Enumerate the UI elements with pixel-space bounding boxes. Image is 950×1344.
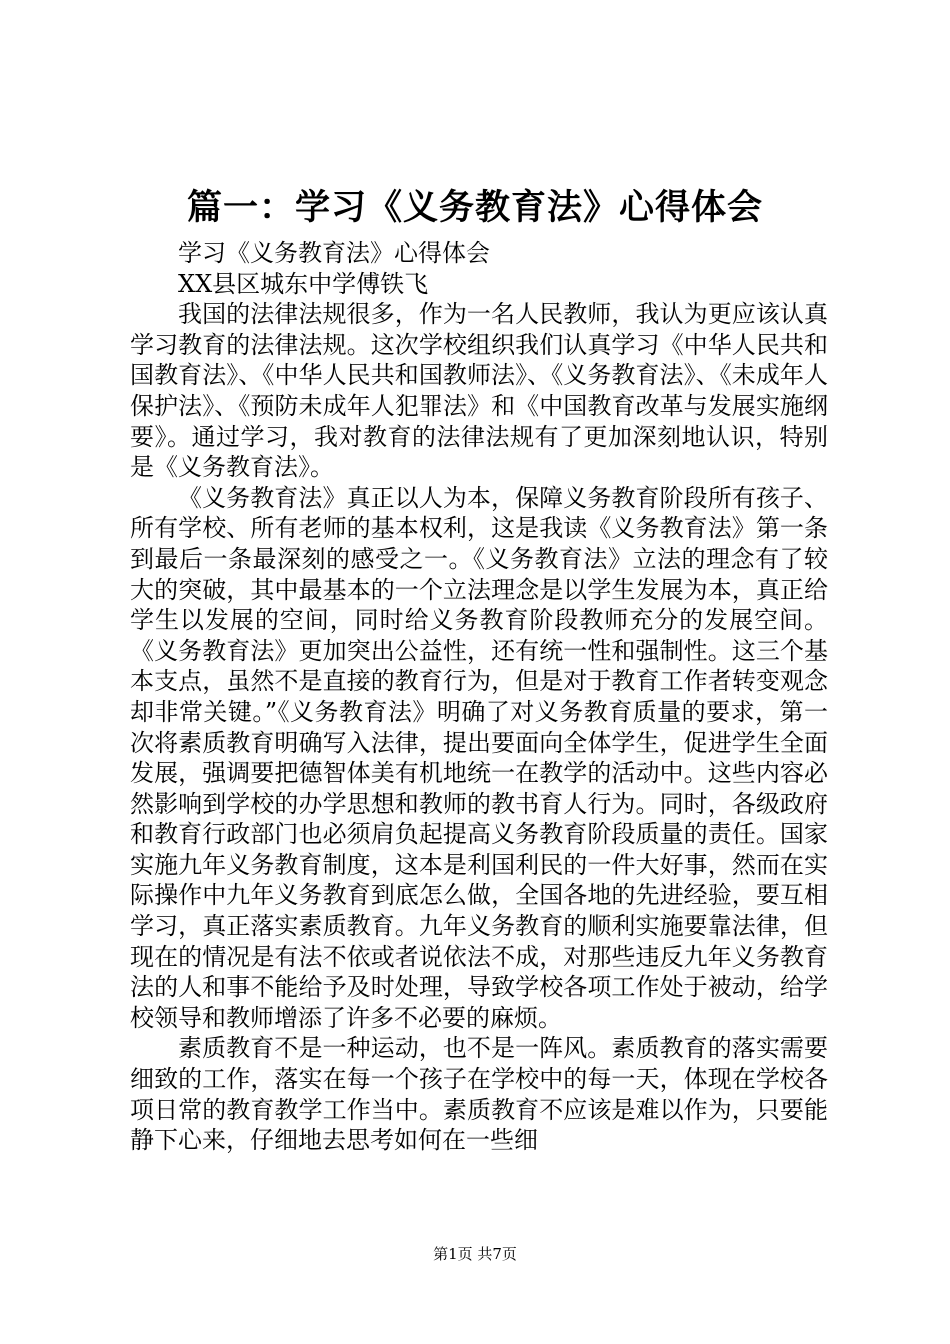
document-subtitle: 学习《义务教育法》心得体会: [178, 239, 490, 267]
document-title: 篇一：学习《义务教育法》心得体会: [186, 187, 763, 228]
document-body: [130, 238, 828, 1156]
paragraph-1: 我国的法律法规很多，作为一名人民教师，我认为更应该认真学习教育的法律法规。这次学校组织我们认真学习《中华人民共和国教育法》、《中华人民共和国教师法》、《义务教育法》、《未成年人保护法》、《预防未成年人犯罪法》和《中国教育改革与发展实施纲要》。通过学习，我对教育的法律法规有了更加深刻地认识，特别是《义务教育法》。: [130, 300, 828, 482]
author-line: XX县区城东中学傅铁飞: [178, 269, 429, 298]
page-footer: 第1页 共7页: [433, 1245, 517, 1263]
paragraph-3: 素质教育不是一种运动，也不是一阵风。素质教育的落实需要细致的工作，落实在每一个孩子在学校中的每一天，体现在学校各项日常的教育教学工作当中。素质教育不应该是难以作为，只要能静下心来，仔细地去思考如何在一些细: [130, 1034, 828, 1155]
paragraph-2: 《义务教育法》真正以人为本，保障义务教育阶段所有孩子、所有学校、所有老师的基本权利，这是我读《义务教育法》第一条到最后一条最深刻的感受之一。《义务教育法》立法的理念有了较大的突破，其中最基本的一个立法理念是以学生发展为本，真正给学生以发展的空间，同时给义务教育阶段教师充分的发展空间。《义务教育法》更加突出公益性，还有统一性和强制性。这三个基本支点，虽然不是直接的教育行为，但是对于教育工作者转变观念却非常关键。”《义务教育法》明确了对义务教育质量的要求，第一次将素质教育明确写入法律，提出要面向全体学生，促进学生全面发展，强调要把德智体美有机地统一在教学的活动中。这些内容必然影响到学校的办学思想和教师的教书育人行为。同时，各级政府和教育行政部门也必须肩负起提高义务教育阶段质量的责任。国家实施九年义务教育制度，这本是利国利民的一件大好事，然而在实际操作中九年义务教育到底怎么做，全国各地的先进经验，要互相学习，真正落实素质教育。九年义务教育的顺利实施要靠法律，但现在的情况是有法不依或者说依法不成，对那些违反九年义务教育法的人和事不能给予及时处理，导致学校各项工作处于被动，给学校领导和教师增添了许多不必要的麻烦。: [130, 483, 828, 1032]
